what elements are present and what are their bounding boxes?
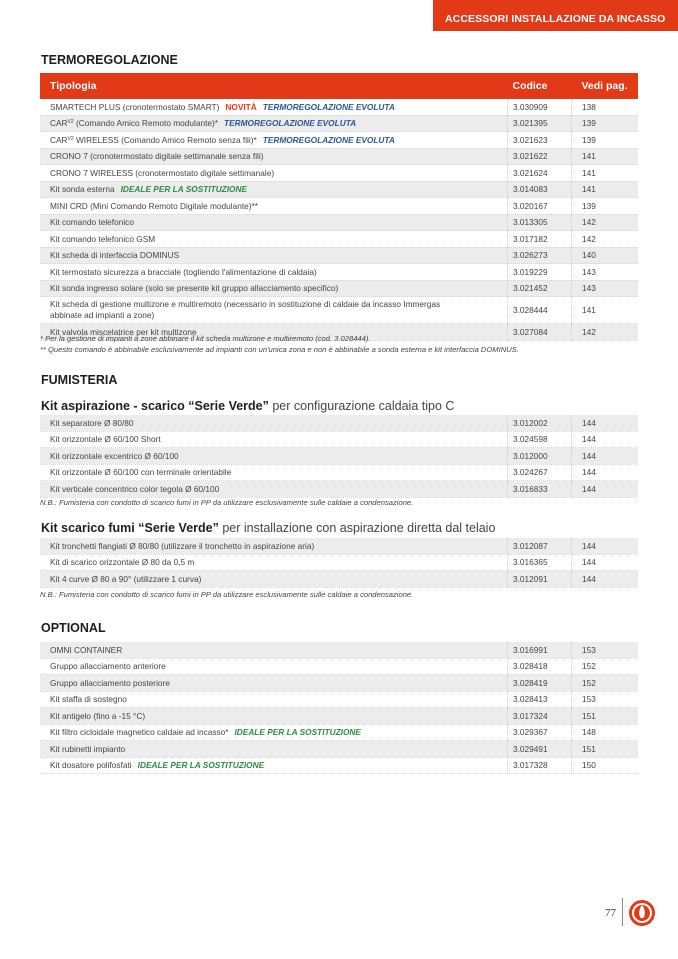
row-name: Kit comando telefonico <box>40 214 508 231</box>
badge-evoluta: TERMOREGOLAZIONE EVOLUTA <box>262 101 395 112</box>
row-name: Kit comando telefonico GSM <box>40 231 508 248</box>
row-name: SMARTECH PLUS (cronotermostato SMART) <box>50 101 220 112</box>
row-page: 148 <box>572 724 639 741</box>
row-code: 3.016365 <box>508 554 572 571</box>
table-row <box>40 297 638 324</box>
table-row <box>40 280 638 297</box>
row-name: Kit orizzontale excentrico Ø 60/100 <box>40 448 508 465</box>
row-name: Kit orizzontale Ø 60/100 con terminale orientabile <box>40 464 508 481</box>
row-code: 3.017182 <box>508 231 572 248</box>
subsection-title-aspirazione <box>41 399 454 413</box>
row-name: Gruppo allacciamento posteriore <box>40 675 508 692</box>
row-name: Kit scheda di gestione multizone e multiremoto (necessario in sostituzione di caldaie da incasso Immergas abbinate ad impianti a zone) <box>40 297 508 324</box>
table-row <box>40 415 638 431</box>
row-name: Gruppo allacciamento anteriore <box>40 658 508 675</box>
table-row <box>40 538 638 554</box>
row-page: 144 <box>572 538 639 554</box>
row-page: 141 <box>572 297 639 324</box>
table-row <box>40 214 638 231</box>
row-page: 139 <box>572 115 639 132</box>
table-row <box>40 99 638 115</box>
row-code: 3.016833 <box>508 481 572 498</box>
table-row <box>40 708 638 725</box>
row-page: 142 <box>572 324 639 341</box>
row-code: 3.017324 <box>508 708 572 725</box>
row-page: 151 <box>572 708 639 725</box>
table-row <box>40 571 638 588</box>
header-pagina: Vedi pag. <box>572 73 639 99</box>
row-page: 151 <box>572 741 639 758</box>
row-name: CRONO 7 WIRELESS (cronotermostato digitale settimanale) <box>40 165 508 182</box>
table-row <box>40 231 638 248</box>
row-code: 3.024267 <box>508 464 572 481</box>
row-code: 3.027084 <box>508 324 572 341</box>
termoregolazione-table <box>40 73 638 341</box>
row-code: 3.021452 <box>508 280 572 297</box>
row-code: 3.029367 <box>508 724 572 741</box>
row-code: 3.016991 <box>508 642 572 658</box>
badge-novita: NOVITÀ <box>225 101 257 112</box>
row-name: Kit sonda esterna <box>50 184 115 195</box>
row-page: 152 <box>572 658 639 675</box>
row-page: 140 <box>572 247 639 264</box>
row-code: 3.030909 <box>508 99 572 115</box>
badge-ideale: IDEALE PER LA SOSTITUZIONE <box>137 760 265 771</box>
subtitle-bold: Kit aspirazione - scarico “Serie Verde” <box>41 399 269 413</box>
row-code: 3.024598 <box>508 431 572 448</box>
table-row <box>40 724 638 741</box>
table-row <box>40 757 638 774</box>
row-name: Kit verticale concentrico color tegola Ø 60/100 <box>40 481 508 498</box>
table-row <box>40 264 638 281</box>
row-name-sup: V2 <box>67 119 74 126</box>
table-row <box>40 132 638 149</box>
row-code: 3.026273 <box>508 247 572 264</box>
row-code: 3.021624 <box>508 165 572 182</box>
table-row <box>40 658 638 675</box>
row-page: 144 <box>572 415 639 431</box>
row-name-prefix: CAR <box>50 134 68 145</box>
row-page: 144 <box>572 448 639 465</box>
row-code: 3.028419 <box>508 675 572 692</box>
row-page: 144 <box>572 554 639 571</box>
row-page: 144 <box>572 481 639 498</box>
table-row <box>40 481 638 498</box>
table-row <box>40 165 638 182</box>
row-page: 141 <box>572 165 639 182</box>
page-number: 77 <box>605 907 616 919</box>
flame-logo-icon <box>628 899 656 927</box>
table-row <box>40 181 638 198</box>
subtitle-rest: per configurazione caldaia tipo C <box>268 399 455 413</box>
row-name: Kit orizzontale Ø 60/100 Short <box>40 431 508 448</box>
row-name: Kit staffa di sostegno <box>40 691 508 708</box>
section-title-termoregolazione: TERMOREGOLAZIONE <box>41 53 178 67</box>
row-name: Kit 4 curve Ø 80 a 90° (utilizzare 1 curva) <box>40 571 508 588</box>
footnote-1: * Per la gestione di impianti a zone abbinare il kit scheda multizone e multiremoto (cod. 3.028444). <box>40 334 371 343</box>
row-code: 3.013305 <box>508 214 572 231</box>
row-name: Kit separatore Ø 80/80 <box>40 415 508 431</box>
row-code: 3.029491 <box>508 741 572 758</box>
row-name: Kit dosatore polifosfati <box>50 760 132 771</box>
row-page: 153 <box>572 642 639 658</box>
table-row <box>40 448 638 465</box>
row-page: 141 <box>572 181 639 198</box>
row-code: 3.021622 <box>508 148 572 165</box>
table-row <box>40 554 638 571</box>
row-page: 152 <box>572 675 639 692</box>
fumisteria-scarico-table <box>40 538 638 588</box>
table-row <box>40 675 638 692</box>
row-name: Kit di scarico orizzontale Ø 80 da 0,5 m <box>40 554 508 571</box>
row-page: 144 <box>572 431 639 448</box>
row-page: 144 <box>572 464 639 481</box>
row-name: Kit filtro cicloidale magnetico caldaie ad incasso* <box>50 727 229 738</box>
row-page: 141 <box>572 148 639 165</box>
table-row <box>40 464 638 481</box>
row-name: Kit scheda di interfaccia DOMINUS <box>40 247 508 264</box>
header-codice: Codice <box>508 73 572 99</box>
row-name: OMNI CONTAINER <box>40 642 508 658</box>
badge-evoluta: TERMOREGOLAZIONE EVOLUTA <box>224 118 357 129</box>
table-row <box>40 247 638 264</box>
row-name: (Comando Amico Remoto modulante)* <box>73 118 218 129</box>
row-code: 3.028413 <box>508 691 572 708</box>
table-row <box>40 691 638 708</box>
badge-ideale: IDEALE PER LA SOSTITUZIONE <box>234 727 361 738</box>
row-page: 139 <box>572 132 639 149</box>
row-code: 3.028444 <box>508 297 572 324</box>
row-page: 143 <box>572 264 639 281</box>
row-name: Kit sonda ingresso solare (solo se presente kit gruppo allacciamento specifico) <box>40 280 508 297</box>
row-page: 153 <box>572 691 639 708</box>
badge-ideale: IDEALE PER LA SOSTITUZIONE <box>120 184 248 195</box>
table-row <box>40 115 638 132</box>
subtitle-bold: Kit scarico fumi “Serie Verde” <box>41 521 219 535</box>
banner-title: ACCESSORI INSTALLAZIONE DA INCASSO <box>445 13 666 25</box>
optional-table <box>40 642 638 774</box>
row-code: 3.012000 <box>508 448 572 465</box>
row-name-sup: V2 <box>67 135 74 142</box>
fumisteria-aspirazione-table <box>40 415 638 498</box>
table-row <box>40 642 638 658</box>
row-page: 142 <box>572 231 639 248</box>
section-title-optional: OPTIONAL <box>41 621 106 635</box>
table-row <box>40 198 638 215</box>
row-page: 150 <box>572 757 639 774</box>
table-row <box>40 741 638 758</box>
table-row <box>40 431 638 448</box>
header-tipologia: Tipologia <box>40 73 508 99</box>
badge-evoluta: TERMOREGOLAZIONE EVOLUTA <box>262 134 395 145</box>
row-name: WIRELESS (Comando Amico Remoto senza fili)* <box>73 134 257 145</box>
row-page: 144 <box>572 571 639 588</box>
section-title-fumisteria: FUMISTERIA <box>41 373 118 387</box>
row-code: 3.021623 <box>508 132 572 149</box>
row-page: 139 <box>572 198 639 215</box>
row-page: 138 <box>572 99 639 115</box>
row-page: 143 <box>572 280 639 297</box>
row-name: Kit rubinetti impianto <box>40 741 508 758</box>
row-code: 3.012091 <box>508 571 572 588</box>
row-code: 3.021395 <box>508 115 572 132</box>
row-name: CRONO 7 (cronotermostato digitale settimanale senza fili) <box>40 148 508 165</box>
footer-divider <box>622 898 623 926</box>
fumisteria-note-2: N.B.: Fumisteria con condotto di scarico fumi in PP da utilizzare esclusivamente sulle caldaie a condensazione. <box>40 590 414 599</box>
row-name: Kit valvola miscelatrice per kit multizone <box>40 324 508 341</box>
fumisteria-note-1: N.B.: Fumisteria con condotto di scarico fumi in PP da utilizzare esclusivamente sulle caldaie a condensazione. <box>40 498 414 507</box>
row-page: 142 <box>572 214 639 231</box>
row-code: 3.020167 <box>508 198 572 215</box>
row-name: Kit termostato sicurezza a bracciale (togliendo l'alimentazione di caldaia) <box>40 264 508 281</box>
row-code: 3.028418 <box>508 658 572 675</box>
row-code: 3.012002 <box>508 415 572 431</box>
row-code: 3.012087 <box>508 538 572 554</box>
row-code: 3.017328 <box>508 757 572 774</box>
section-banner <box>433 0 678 31</box>
row-code: 3.014083 <box>508 181 572 198</box>
row-code: 3.019229 <box>508 264 572 281</box>
subsection-title-scarico <box>41 521 495 535</box>
row-name: MINI CRD (Mini Comando Remoto Digitale modulante)** <box>40 198 508 215</box>
footnote-2: ** Questo comando è abbinabile esclusivamente ad impianti con un'unica zona e non è abbinabile a sonda esterna e kit interfaccia DOMINUS. <box>40 345 519 354</box>
table-header <box>40 73 638 99</box>
row-name-prefix: CAR <box>50 118 68 129</box>
row-name: Kit antigelo (fino a -15 °C) <box>40 708 508 725</box>
table-row <box>40 148 638 165</box>
subtitle-rest: per installazione con aspirazione diretta dal telaio <box>218 521 496 535</box>
row-name: Kit tronchetti flangiati Ø 80/80 (utilizzare il tronchetto in aspirazione aria) <box>40 538 508 554</box>
